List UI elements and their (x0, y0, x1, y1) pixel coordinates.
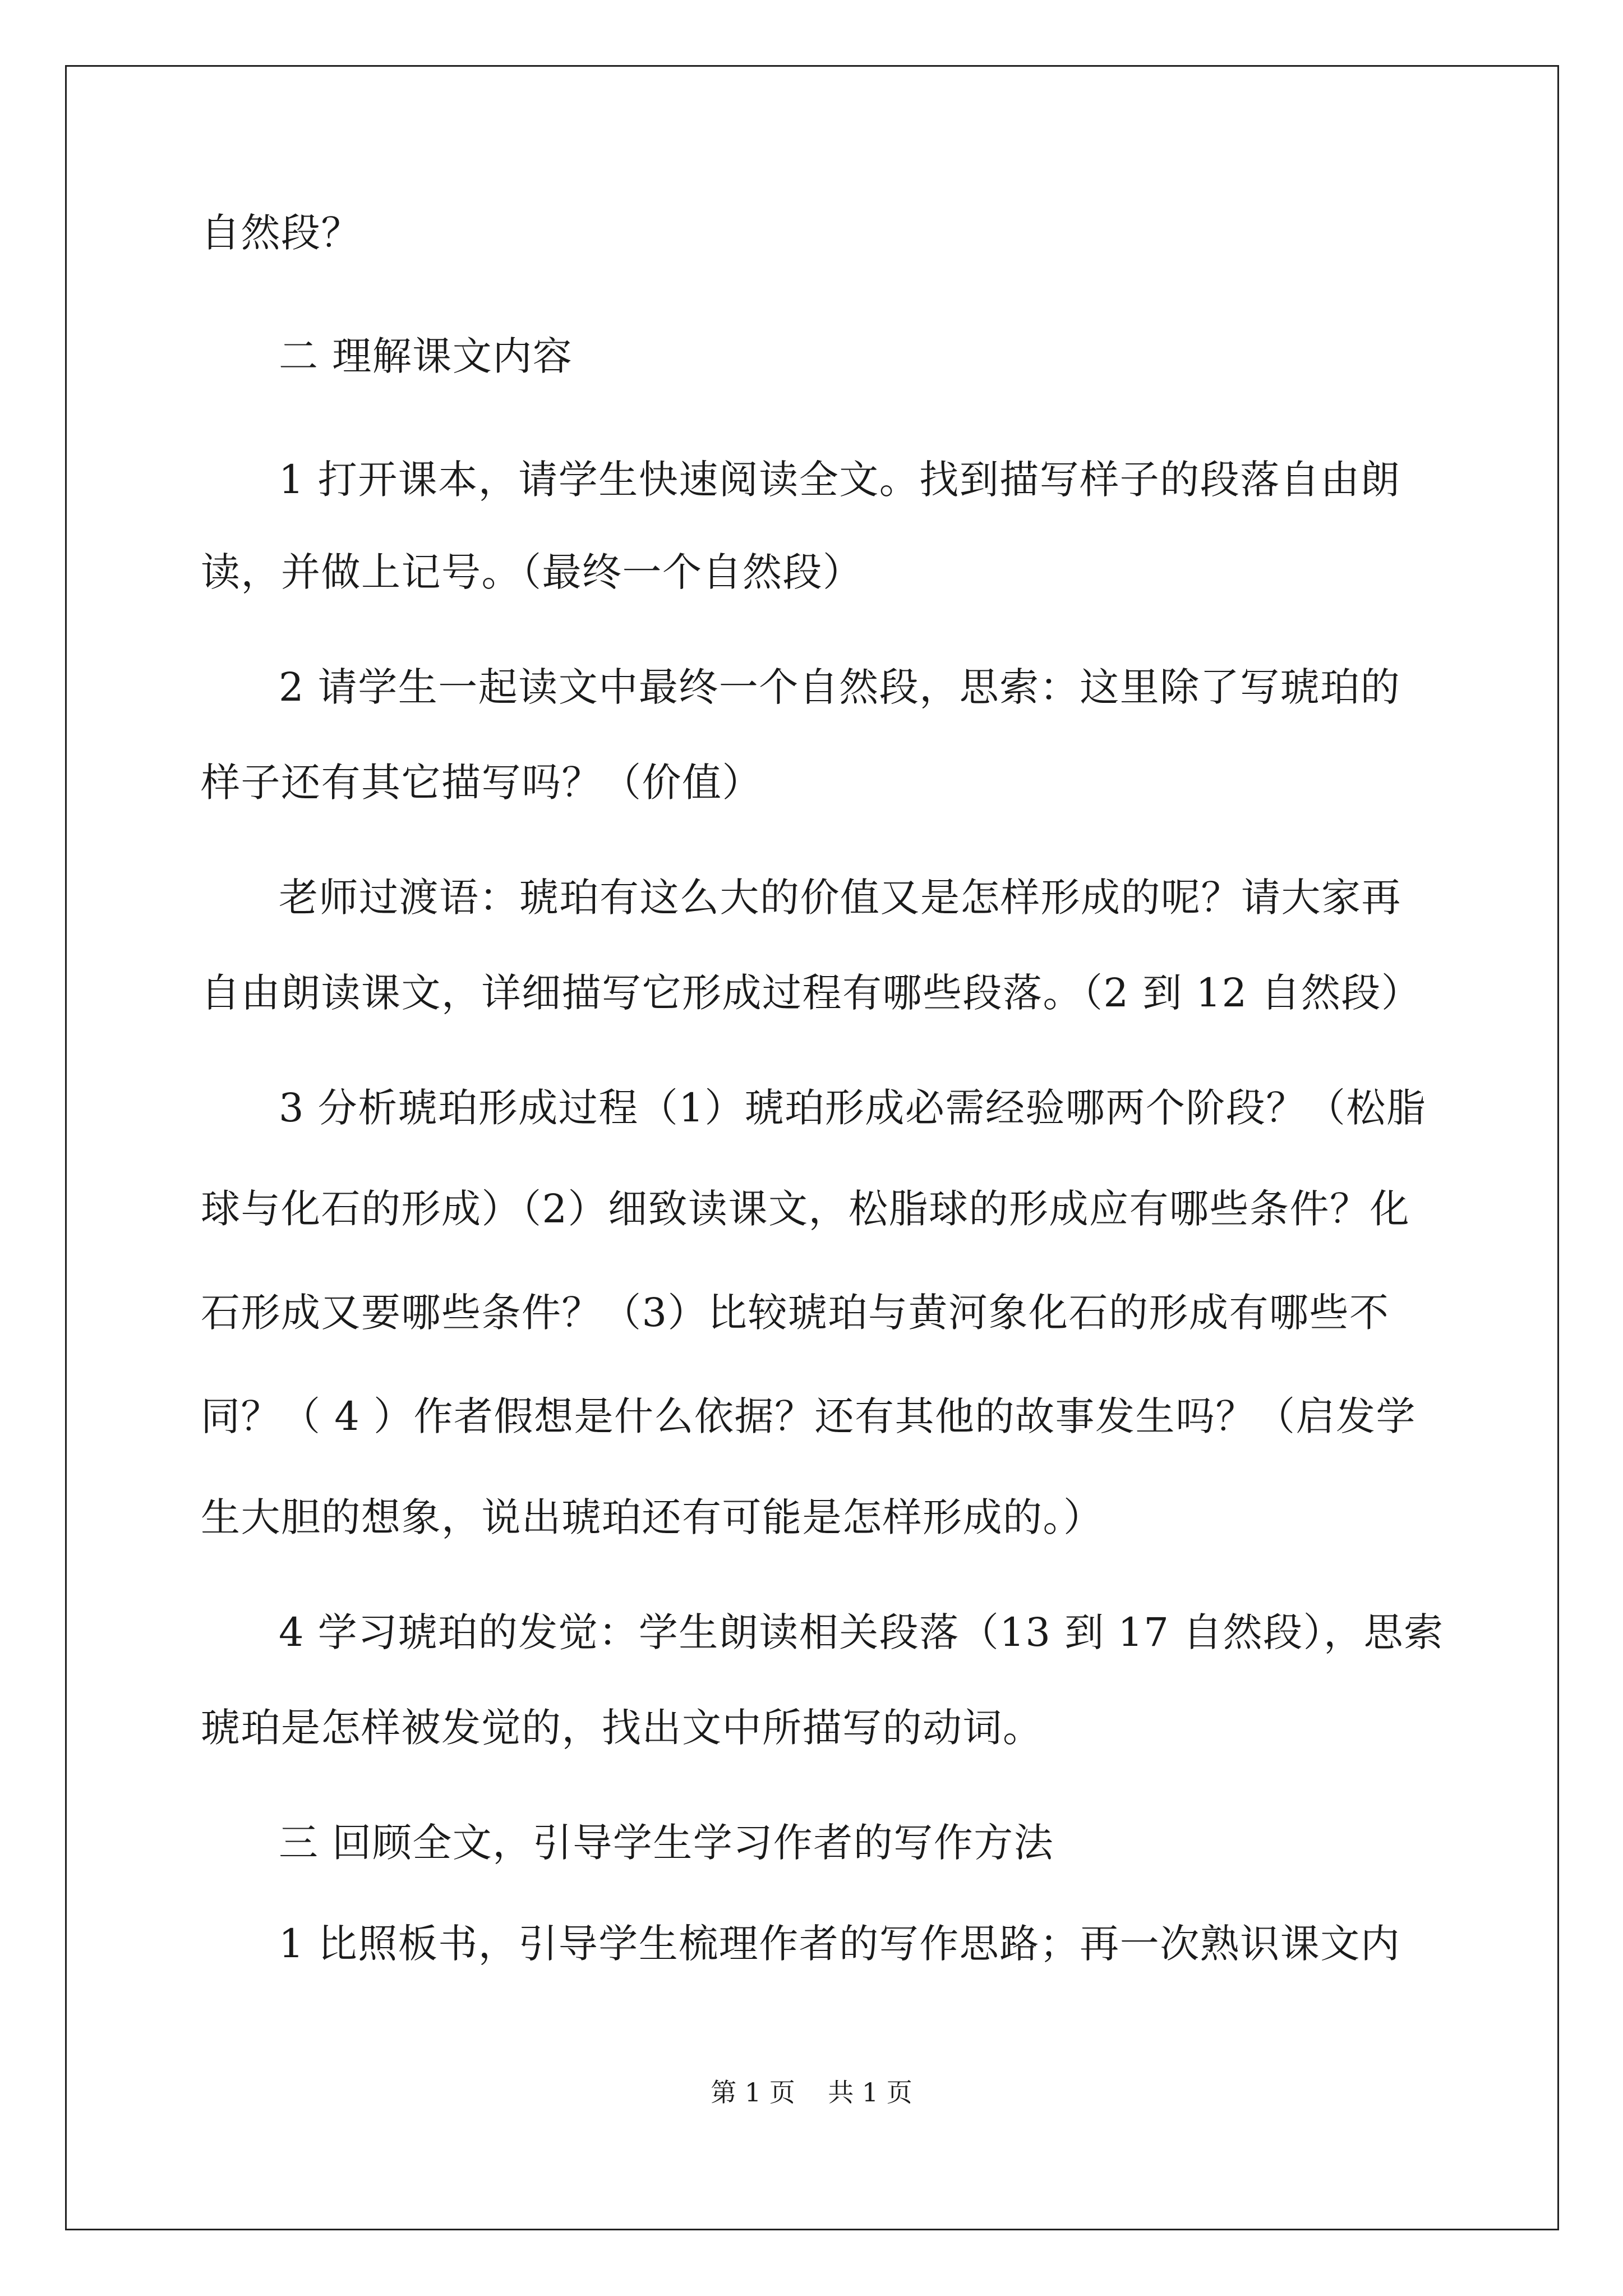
text-line: 读，并做上记号。（最终一个自然段） (201, 549, 863, 595)
text-line: 3 分析琥珀形成过程（1）琥珀形成必需经验哪两个阶段？（松脂 (279, 1085, 1427, 1131)
text-line: 自然段？ (201, 210, 361, 256)
section-heading: 二 理解课文内容 (279, 333, 573, 379)
text-line: 样子还有其它描写吗？（价值） (201, 760, 762, 806)
page-footer: 第 1 页 共 1 页 (711, 2077, 912, 2108)
page-border (65, 65, 1559, 2230)
text-line: 同？（ 4 ）作者假想是什么依据？还有其他的故事发生吗？（启发学 (201, 1393, 1417, 1439)
section-heading: 三 回顾全文，引导学生学习作者的写作方法 (279, 1820, 1054, 1866)
text-line: 琥珀是怎样被发觉的，找出文中所描写的动词。 (201, 1705, 1043, 1751)
text-line: 自由朗读课文，详细描写它形成过程有哪些段落。（2 到 12 自然段） (201, 970, 1422, 1016)
text-line: 1 打开课本，请学生快速阅读全文。找到描写样子的段落自由朗 (279, 457, 1401, 503)
text-line: 生大胆的想象，说出琥珀还有可能是怎样形成的。） (201, 1494, 1104, 1540)
text-line: 1 比照板书，引导学生梳理作者的写作思路；再一次熟识课文内 (279, 1921, 1401, 1967)
text-line: 2 请学生一起读文中最终一个自然段，思索：这里除了写琥珀的 (279, 664, 1401, 710)
text-line: 4 学习琥珀的发觉：学生朗读相关段落（13 到 17 自然段），思索 (279, 1609, 1444, 1655)
text-line: 球与化石的形成）（2）细致读课文，松脂球的形成应有哪些条件？化 (201, 1186, 1410, 1232)
text-line: 老师过渡语：琥珀有这么大的价值又是怎样形成的呢？请大家再 (279, 875, 1401, 921)
text-line: 石形成又要哪些条件？（3）比较琥珀与黄河象化石的形成有哪些不 (201, 1290, 1390, 1336)
